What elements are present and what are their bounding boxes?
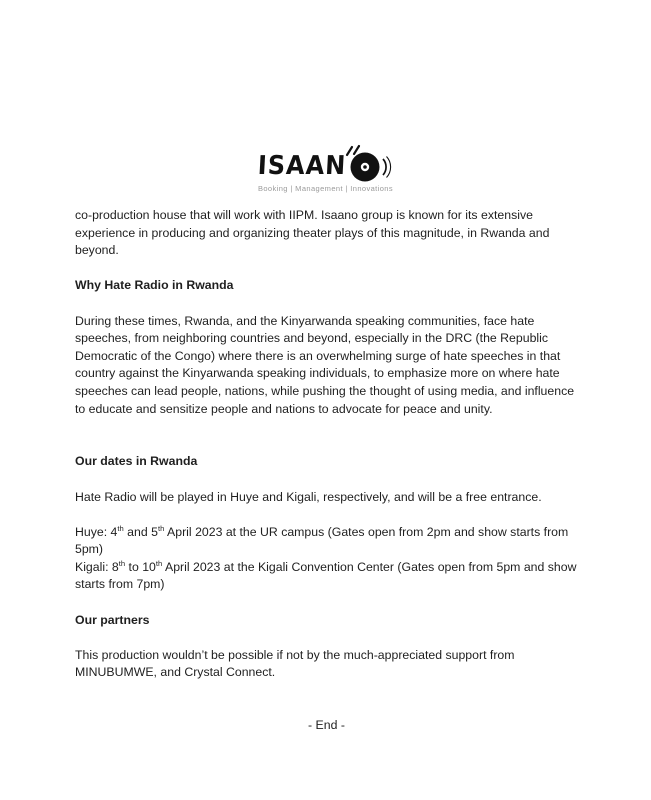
- document-body: [75, 207, 578, 752]
- brush-stroke-icon: [354, 146, 359, 154]
- logo-wordmark: ISAAN: [256, 150, 347, 181]
- heading-why-hate-radio: Why Hate Radio in Rwanda: [75, 278, 234, 293]
- date-text-segment: to 10: [125, 559, 156, 574]
- intro-paragraph: co-production house that will work with IIPM. Isaano group is known for its extensive experience in producing and organizing theater plays of this magnitude, in Rwanda and beyond.: [75, 208, 550, 258]
- ordinal-suffix: th: [155, 558, 163, 568]
- ordinal-suffix: th: [117, 523, 124, 533]
- ordinal-suffix: th: [157, 523, 165, 533]
- sound-wave-icon: [387, 157, 391, 178]
- event-dates-block: [75, 524, 578, 594]
- huye-date-line: [75, 524, 578, 559]
- end-marker: - End -: [308, 718, 345, 733]
- partners-paragraph: This production wouldn’t be possible if not by the much-appreciated support from MINUBUMWE, and Crystal Connect.: [75, 647, 515, 680]
- vinyl-record-icon: [341, 143, 393, 183]
- date-text-segment: Huye: 4: [75, 524, 118, 539]
- heading-our-dates: Our dates in Rwanda: [75, 454, 198, 469]
- sound-wave-icon: [383, 159, 386, 175]
- dates-intro-paragraph: Hate Radio will be played in Huye and Kigali, respectively, and will be a free entrance.: [75, 489, 542, 504]
- ordinal-suffix: th: [118, 558, 126, 568]
- logo-tagline: Booking | Management | Innovations: [257, 184, 394, 193]
- date-text-segment: April 2023 at the Kigali Convention Center (Gates open from 5pm and show starts from 7pm): [75, 559, 577, 592]
- why-hate-radio-paragraph: During these times, Rwanda, and the Kinyarwanda speaking communities, face hate speeches, from neighboring countries and beyond, especially in the DRC (the Republic Democratic of the Congo) where there is an overwhelming surge of hate speeches in that country against the Kinyarwanda speaking individuals, to emphasize more on where hate speeches can lead people, nations, while pushing the thought of using media, and influence to educate and sensitize people and nations to advocate for peace and unity.: [75, 313, 575, 416]
- date-text-segment: April 2023 at the UR campus (Gates open from 2pm and show starts from 5pm): [75, 524, 569, 557]
- logo-wordmark-row: [258, 143, 393, 183]
- heading-our-partners: Our partners: [75, 612, 150, 627]
- date-text-segment: Kigali: 8: [75, 559, 119, 574]
- kigali-date-line: [75, 559, 578, 594]
- isaano-logo: [0, 143, 651, 193]
- brush-stroke-icon: [347, 147, 352, 155]
- date-text-segment: and 5: [123, 524, 158, 539]
